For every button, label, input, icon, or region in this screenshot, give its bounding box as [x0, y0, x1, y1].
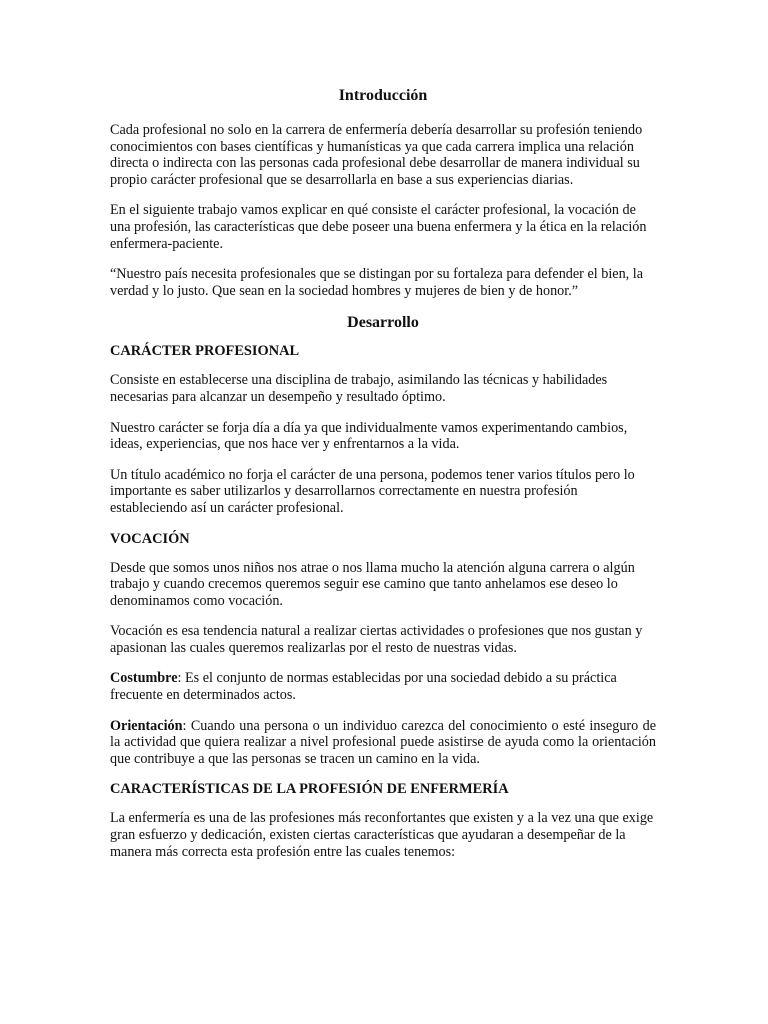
title-desarrollo: Desarrollo: [347, 314, 419, 332]
heading-vocacion: VOCACIÓN: [110, 530, 190, 547]
costumbre-definition: [110, 670, 656, 703]
costumbre-text: : Es el conjunto de normas establecidas por una sociedad debido a su práctica frecuente en determinados actos.: [110, 670, 617, 704]
vocacion-paragraph-2: Vocación es esa tendencia natural a realizar ciertas actividades o profesiones que nos gustan y apasionan las cuales queremos realizarlas por el resto de nuestras vidas.: [110, 623, 643, 656]
costumbre-term: Costumbre: [110, 670, 178, 687]
orientacion-definition: [110, 718, 656, 768]
intro-paragraph-2: En el siguiente trabajo vamos explicar en qué consiste el carácter profesional, la vocación de una profesión, las características que debe poseer una buena enfermera y la ética en la relación enfermera-paciente.: [110, 202, 647, 252]
caracter-paragraph-1: Consiste en establecerse una disciplina de trabajo, asimilando las técnicas y habilidades necesarias para alcanzar un desempeño y resultado óptimo.: [110, 372, 608, 405]
intro-paragraph-1: Cada profesional no solo en la carrera de enfermería debería desarrollar su profesión teniendo conocimientos con bases científicas y humanísticas ya que cada carrera implica una relación directa o indirecta con las personas cada profesional debe desarrollar de manera individual su propio carácter profesional que se desarrollarla en base a sus experiencias diarias.: [110, 122, 643, 188]
document-body: [110, 86, 656, 874]
heading-caracteristicas: CARACTERÍSTICAS DE LA PROFESIÓN DE ENFERMERÍA: [110, 781, 509, 798]
vocacion-paragraph-1: Desde que somos unos niños nos atrae o nos llama mucho la atención alguna carrera o algún trabajo y cuando crecemos queremos seguir ese camino que tanto anhelamos ese deseo lo denominamos como vocación.: [110, 559, 635, 609]
heading-caracter-profesional: CARÁCTER PROFESIONAL: [110, 343, 300, 360]
caracter-paragraph-2: Nuestro carácter se forja día a día ya que individualmente vamos experimentando cambios, ideas, experiencias, que nos hace ver y enfrentarnos a la vida.: [110, 419, 628, 453]
caracteristicas-paragraph-1: La enfermería es una de las profesiones más reconfortantes que existen y a la vez una que exige gran esfuerzo y dedicación, existen ciertas características que ayudaran a desempeñar de la manera más correcta esta profesión entre las cuales tenemos:: [110, 810, 654, 860]
title-introduccion: Introducción: [338, 87, 428, 104]
caracter-paragraph-3: Un título académico no forja el carácter de una persona, podemos tener varios títulos pero lo importante es saber utilizarlos y desarrollarnos correctamente en nuestra profesión estableciendo así un carácter profesional.: [110, 466, 635, 516]
orientacion-text: : Cuando una persona o un individuo carezca del conocimiento o esté inseguro de la actividad que quiera realizar a nivel profesional puede asistirse de ayuda como la orientación que contribuye a que las personas se tracen un camino en la vida.: [110, 717, 656, 767]
intro-quote: “Nuestro país necesita profesionales que se distingan por su fortaleza para defender el bien, la verdad y lo justo. Que sean en la sociedad hombres y mujeres de bien y de honor.”: [110, 266, 644, 299]
orientacion-term: Orientación: [110, 717, 183, 734]
